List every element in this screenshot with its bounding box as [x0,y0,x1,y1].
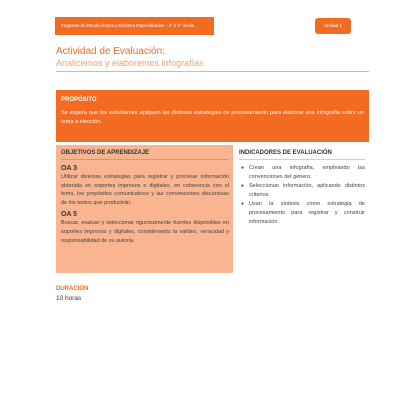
bullet-icon: ● [241,201,245,208]
unit-badge: Unidad 1 [315,18,351,34]
indicators-list [239,164,365,226]
purpose-heading: PROPÓSITO [61,97,97,103]
objective-code: OA 3 [61,165,78,172]
activity-subtitle: Analicemos y elaboremos infografías [56,58,204,68]
purpose-box [56,90,369,142]
list-item [239,164,365,181]
indicators-heading: INDICADORES DE EVALUACIÓN [239,150,332,156]
objective-item [61,164,229,207]
indicator-text: Usan la síntesis como estrategia de procesamiento para registrar y construir información. [249,201,365,225]
purpose-text: Se espera que los estudiantes apliquen las distintas estrategias de procesamiento para elaborar una infografía sobre un tema a elección. [61,110,364,125]
program-header: Programa de Estudio lectura y Escritura Especializadas – 3° o 4° medio [55,17,214,35]
indicator-text: Seleccionan información, aplicando distintos criterios. [249,183,365,198]
evaluation-indicators-column [235,145,369,273]
activity-title: Actividad de Evaluación: [56,46,165,57]
duration-label: DURACIÓN [56,286,89,292]
objective-text: Utilizar diversas estrategias para registrar y procesar información obtenida en soportes impresos o digitales, en coherencia con el tema, los propósitos comunicativos y las convenciones discursivas de los textos que producirán. [61,174,229,206]
indicators-divider [239,159,365,160]
objective-item [61,210,229,245]
objectives-heading: OBJETIVOS DE APRENDIZAJE [61,150,150,156]
objective-code: OA 5 [61,211,78,219]
bullet-icon: ● [241,183,245,190]
learning-objectives-column [56,145,233,273]
duration-value: 10 horas [56,295,82,302]
indicator-text: Crean una infografía, empleando las convenciones del género. [249,165,365,180]
list-item [239,182,365,199]
list-item [239,200,365,226]
bullet-icon: ● [241,165,245,171]
objectives-divider [61,159,229,160]
objective-text: Buscar, evaluar y seleccionar rigurosamente fuentes disponibles en soportes impresos y digitales, considerando la validez, veracidad y responsabilidad de su autoría. [61,220,229,244]
title-divider [56,71,369,72]
